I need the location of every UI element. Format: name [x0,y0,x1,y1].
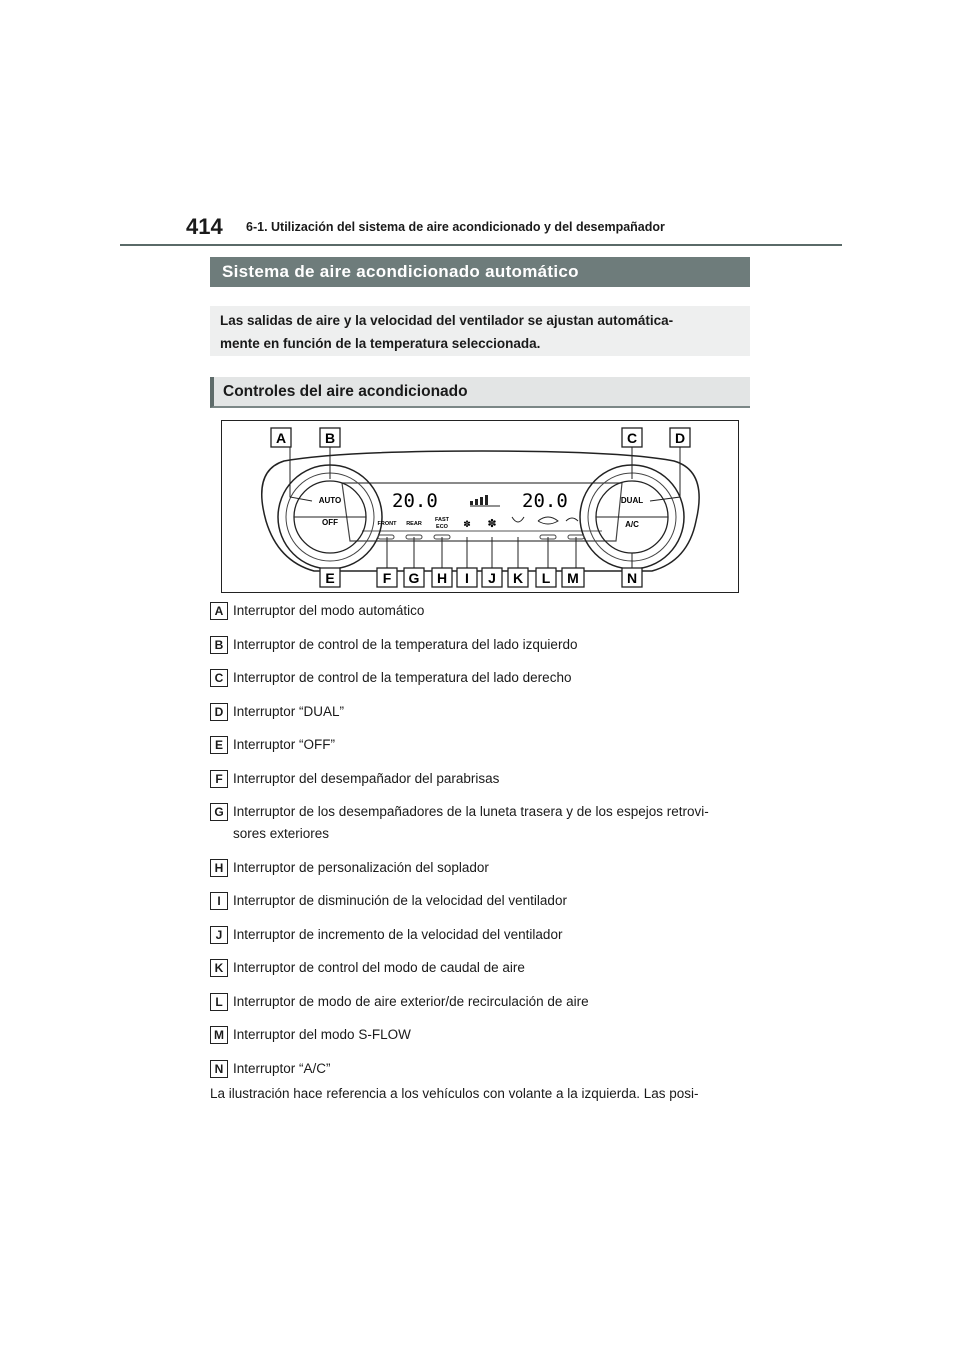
intro-line: Las salidas de aire y la velocidad del ventilador se ajustan automática- [220,313,674,328]
dual-label: DUAL [620,496,644,505]
svg-text:E: E [325,570,335,586]
legend-text: Interruptor de disminución de la velocidad del ventilador [233,893,567,908]
callout-C [622,428,642,447]
svg-text:J: J [488,570,496,586]
legend-item [210,991,755,1013]
legend-item [210,734,755,756]
legend-item [210,634,755,656]
callout-N [622,568,642,587]
svg-text:C: C [626,430,638,446]
svg-text:M: M [567,570,579,586]
legend-text: Interruptor del modo automático [233,603,425,618]
legend-text: Interruptor de incremento de la velocidad del ventilador [233,926,563,942]
rear-label: REAR [406,521,422,527]
fast-label: FAST [434,517,450,523]
legend-item [210,857,755,879]
eco-label: ECO [436,524,448,530]
callout-K [508,568,528,587]
running-header: 6-1. Utilización del sistema de aire acondicionado y del desempañador [246,220,665,234]
callout-G [404,568,424,587]
recirculation-icon [538,517,558,524]
legend-label: M [210,1026,228,1044]
front-label: FRONT [377,521,397,527]
legend-label: K [210,959,228,977]
svg-text:K: K [512,570,524,586]
subsection-title: Controles del aire acondicionado [210,377,750,408]
legend-text: Interruptor de personalización del soplador [233,859,489,875]
callout-B [320,428,340,447]
legend-label: G [210,803,228,821]
legend-text: Interruptor del desempañador del parabrisas [233,770,500,786]
legend-item [210,768,755,790]
legend-item [210,667,755,689]
callout-A [271,428,291,447]
svg-text:I: I [465,570,469,586]
fan-down-icon: ✽ [463,519,471,529]
legend-text: Interruptor de control de la temperatura del lado derecho [233,670,572,685]
legend-list [210,600,755,1091]
legend-text: sores exteriores [233,826,330,841]
legend-text: Interruptor de control del modo de caudal de aire [233,960,525,975]
legend-text: Interruptor del modo S-FLOW [233,1027,411,1042]
legend-item [210,1024,755,1046]
left-temperature-knob [278,465,382,569]
legend-text: Interruptor “OFF” [233,737,336,752]
legend-label: L [210,993,228,1011]
svg-text:D: D [674,430,686,446]
svg-text:B: B [324,430,336,446]
svg-text:F: F [382,570,392,586]
legend-label: D [210,703,228,721]
legend-item [210,890,755,912]
legend-item [210,801,755,845]
intro-box [210,306,750,356]
airflow-mode-icon [512,517,524,522]
legend-label: H [210,859,228,877]
legend-label: E [210,736,228,754]
ac-label: A/C [625,520,639,529]
s-flow-icon [566,518,578,521]
legend-text: Interruptor de los desempañadores de la luneta trasera y de los espejos retrovi- [233,804,709,819]
legend-text: Interruptor “DUAL” [233,703,345,719]
callout-M [562,568,584,587]
svg-text:G: G [408,570,420,586]
callout-E [320,568,340,587]
fan-up-icon: ✽ [487,518,497,530]
legend-label: I [210,892,228,910]
fan-level-icon [470,495,500,506]
legend-label: C [210,669,228,687]
section-title: Sistema de aire acondicionado automático [210,257,750,287]
right-temp-display: 20.0 [522,490,568,512]
callout-L [536,568,556,587]
legend-item [210,600,755,622]
off-label: OFF [322,518,338,527]
svg-text:L: L [541,570,551,586]
legend-item [210,701,755,723]
svg-text:A: A [275,430,287,446]
callout-F [377,568,397,587]
climate-panel-illustration [222,421,738,592]
legend-label: N [210,1060,228,1078]
legend-text: Interruptor “A/C” [233,1060,331,1076]
legend-label: F [210,770,228,788]
legend-label: A [210,602,228,620]
legend-label: J [210,926,228,944]
legend-text: Interruptor de control de la temperatura del lado izquierdo [233,636,578,652]
legend-label: B [210,636,228,654]
header-rule [120,244,842,246]
climate-control-figure [221,420,739,593]
left-temp-display: 20.0 [392,490,438,512]
page-number: 414 [186,214,223,239]
callout-J [482,568,502,587]
svg-text:H: H [436,570,448,586]
body-paragraph: La ilustración hace referencia a los vehículos con volante a la izquierda. Las posi- [210,1086,699,1101]
legend-text: Interruptor de modo de aire exterior/de recirculación de aire [233,993,589,1009]
callout-I [457,568,477,587]
legend-item [210,1058,755,1080]
legend-item [210,924,755,946]
svg-text:N: N [626,570,638,586]
auto-label: AUTO [318,496,342,505]
callout-D [670,428,690,447]
legend-item [210,957,755,979]
callout-H [432,568,452,587]
intro-line: mente en función de la temperatura seleccionada. [220,336,541,351]
